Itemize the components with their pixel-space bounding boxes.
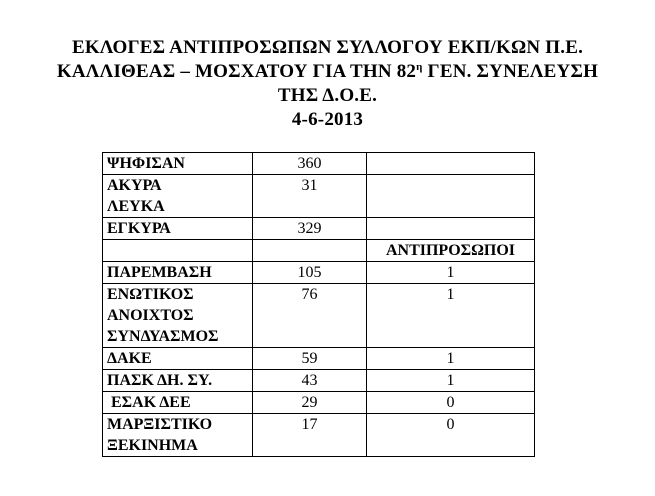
title-line-1: ΕΚΛΟΓΕΣ ΑΝΤΙΠΡΟΣΩΠΩΝ ΣΥΛΛΟΓΟΥ ΕΚΠ/ΚΩΝ Π.Ε. — [71, 37, 584, 58]
table-header-row — [103, 240, 535, 262]
row-empty-cell — [367, 175, 535, 218]
faction-name-line: ΕΝΩΤΙΚΟΣ — [107, 286, 194, 303]
faction-votes: 43 — [253, 370, 367, 392]
row-label-line: ΛΕΥΚΑ — [107, 198, 165, 215]
table-row — [103, 175, 535, 218]
faction-representatives: 1 — [367, 348, 535, 370]
table-row — [103, 392, 535, 414]
faction-representatives: 1 — [367, 370, 535, 392]
title-line-3: ΤΗΣ Δ.Ο.Ε. — [277, 85, 378, 106]
faction-name-line: ΔΑΚΕ — [107, 350, 152, 367]
title-line-2 — [0, 60, 655, 84]
row-value: 329 — [253, 218, 367, 240]
faction-representatives: 1 — [367, 262, 535, 284]
faction-name-line: ΞΕΚΙΝΗΜΑ — [107, 437, 198, 454]
title-line-2-tail: ΓΕΝ. ΣΥΝΕΛΕΥΣΗ — [422, 61, 599, 82]
faction-name — [103, 284, 253, 348]
row-label — [103, 175, 253, 218]
faction-name — [103, 414, 253, 457]
faction-representatives: 0 — [367, 392, 535, 414]
faction-votes: 59 — [253, 348, 367, 370]
row-value: 31 — [253, 175, 367, 218]
faction-name — [103, 392, 253, 414]
faction-votes: 105 — [253, 262, 367, 284]
title-superscript: η — [416, 61, 423, 73]
title-line-2-text: ΚΑΛΛΙΘΕΑΣ – ΜΟΣΧΑΤΟΥ ΓΙΑ ΤΗΝ 82 — [56, 61, 417, 82]
faction-votes: 17 — [253, 414, 367, 457]
row-label-line: ΕΓΚΥΡΑ — [107, 220, 171, 237]
header-empty-cell — [103, 240, 253, 262]
table-row — [103, 284, 535, 348]
document-title — [0, 36, 655, 132]
faction-name-line: ΑΝΟΙΧΤΟΣ — [107, 307, 194, 324]
row-label-line: ΨΗΦΙΣΑΝ — [107, 155, 185, 172]
faction-votes: 29 — [253, 392, 367, 414]
results-table — [102, 152, 535, 457]
table-row — [103, 262, 535, 284]
faction-name-line: ΠΑΡΕΜΒΑΣΗ — [107, 264, 212, 281]
row-label-line: ΑΚΥΡΑ — [107, 177, 162, 194]
table-row — [103, 153, 535, 175]
row-value: 360 — [253, 153, 367, 175]
table-row — [103, 348, 535, 370]
faction-name-line: ΜΑΡΞΙΣΤΙΚΟ — [107, 416, 213, 433]
table-row — [103, 414, 535, 457]
faction-name-line: ΣΥΝΔΥΑΣΜΟΣ — [107, 328, 219, 345]
faction-name — [103, 262, 253, 284]
faction-name — [103, 370, 253, 392]
faction-representatives: 1 — [367, 284, 535, 348]
faction-name-line: ΠΑΣΚ ΔΗ. ΣΥ. — [107, 372, 213, 389]
faction-name-line: ΕΣΑΚ ΔΕΕ — [107, 394, 191, 411]
row-label — [103, 218, 253, 240]
faction-name — [103, 348, 253, 370]
faction-representatives: 0 — [367, 414, 535, 457]
header-empty-cell — [253, 240, 367, 262]
representatives-header: ΑΝΤΙΠΡΟΣΩΠΟΙ — [367, 240, 535, 262]
title-date: 4-6-2013 — [291, 109, 364, 130]
row-empty-cell — [367, 153, 535, 175]
faction-votes: 76 — [253, 284, 367, 348]
row-empty-cell — [367, 218, 535, 240]
row-label — [103, 153, 253, 175]
table-row — [103, 218, 535, 240]
table-row — [103, 370, 535, 392]
